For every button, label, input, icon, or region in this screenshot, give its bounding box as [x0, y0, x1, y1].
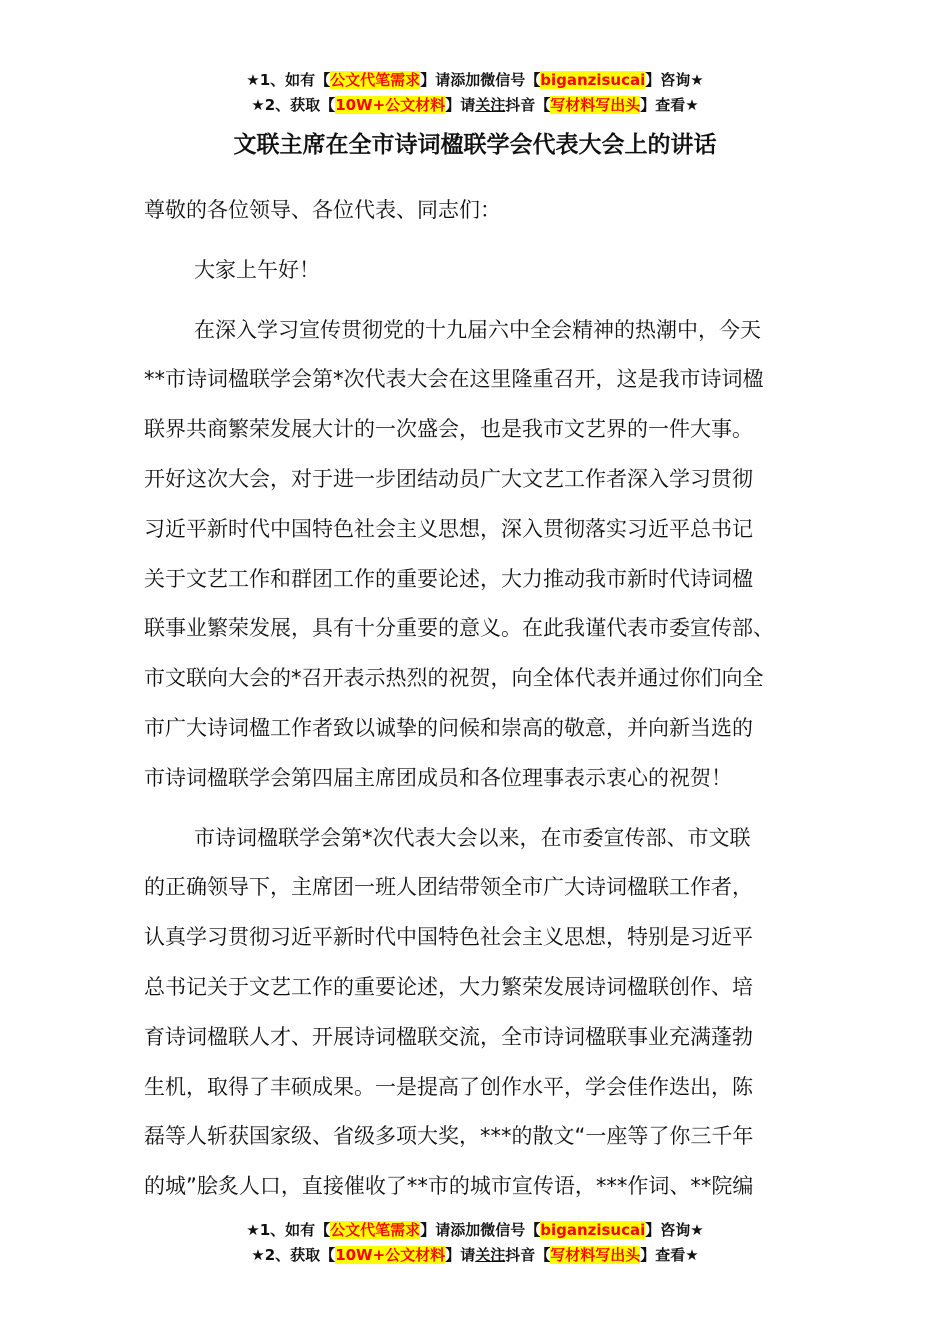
banner-text: ★1、如有【 — [246, 71, 331, 89]
banner-text: 】请添加微信号【 — [420, 1221, 541, 1239]
banner-text: 】咨询★ — [645, 71, 704, 89]
banner-line-2 — [0, 93, 950, 118]
banner-text: 抖音【 — [505, 96, 551, 114]
paragraph-line: 市诗词楹联学会第*次代表大会以来，在市委宣传部、市文联 — [194, 825, 751, 850]
banner-text: 抖音【 — [505, 1246, 551, 1264]
paragraph-line: 的城”脍炙人口，直接催收了**市的城市宣传语，***作词、**院编 — [144, 1174, 754, 1199]
banner-text: ★1、如有【 — [246, 1221, 331, 1239]
banner-highlight: 公文代笔需求 — [330, 71, 421, 89]
paragraph-line: 磊等人斩获国家级、省级多项大奖，***的散文“一座等了你三千年 — [144, 1124, 754, 1149]
paragraph-2 — [144, 814, 806, 1212]
banner-line-1 — [0, 68, 950, 93]
banner-underlined: 关注 — [475, 1246, 506, 1264]
banner-highlight: 公文代笔需求 — [330, 1221, 421, 1239]
banner-text: 】请 — [445, 96, 476, 114]
banner-text: 】请 — [445, 1246, 476, 1264]
banner-underlined: 关注 — [475, 96, 506, 114]
banner-text: 】查看★ — [640, 96, 699, 114]
paragraph-line: **市诗词楹联学会第*次代表大会在这里隆重召开，这是我市诗词楹 — [144, 367, 764, 392]
document-body — [144, 186, 806, 1212]
banner-text: ★2、获取【 — [251, 96, 336, 114]
paragraph-line: 关于文艺工作和群团工作的重要论述，大力推动我市新时代诗词楹 — [144, 566, 753, 591]
paragraph-line: 联事业繁荣发展，具有十分重要的意义。在此我谨代表市委宣传部、 — [144, 616, 774, 641]
paragraph-line: 的正确领导下，主席团一班人团结带领全市广大诗词楹联工作者， — [144, 875, 753, 900]
paragraph-line: 生机，取得了丰硕成果。一是提高了创作水平，学会佳作迭出，陈 — [144, 1074, 753, 1099]
paragraph-line: 认真学习贯彻习近平新时代中国特色社会主义思想，特别是习近平 — [144, 925, 753, 950]
paragraph-line: 联界共商繁荣发展大计的一次盛会，也是我市文艺界的一件大事。 — [144, 417, 753, 442]
paragraph-line: 育诗词楹联人才、开展诗词楹联交流，全市诗词楹联事业充满蓬勃 — [144, 1024, 753, 1049]
header-banner — [0, 68, 950, 118]
banner-text: 】查看★ — [640, 1246, 699, 1264]
paragraph-line: 市诗词楹联学会第四届主席团成员和各位理事表示衷心的祝贺！ — [144, 765, 732, 790]
paragraph-line: 市文联向大会的*召开表示热烈的祝贺，向全体代表并通过你们向全 — [144, 666, 764, 691]
footer-banner — [0, 1218, 950, 1268]
banner-highlight-douyin: 写材料写出头 — [550, 1246, 641, 1264]
greeting: 大家上午好！ — [194, 257, 320, 282]
banner-highlight-douyin: 写材料写出头 — [550, 96, 641, 114]
paragraph-line: 市广大诗词楹工作者致以诚挚的问候和崇高的敬意，并向新当选的 — [144, 715, 753, 740]
document-title: 文联主席在全市诗词楹联学会代表大会上的讲话 — [233, 132, 717, 158]
banner-highlight-wechat: biganzisucai — [540, 1221, 646, 1239]
salutation: 尊敬的各位领导、各位代表、同志们： — [144, 198, 501, 222]
paragraph-line: 习近平新时代中国特色社会主义思想，深入贯彻落实习近平总书记 — [144, 516, 753, 541]
banner-highlight-wechat: biganzisucai — [540, 71, 646, 89]
banner-line-1 — [0, 1218, 950, 1243]
banner-text: ★2、获取【 — [251, 1246, 336, 1264]
paragraph-line: 总书记关于文艺工作的重要论述，大力繁荣发展诗词楹联创作、培 — [144, 974, 753, 999]
paragraph-line: 在深入学习宣传贯彻党的十九届六中全会精神的热潮中，今天 — [194, 317, 761, 342]
banner-line-2 — [0, 1243, 950, 1268]
paragraph-line: 开好这次大会，对于进一步团结动员广大文艺工作者深入学习贯彻 — [144, 466, 753, 491]
banner-highlight: 10W+公文材料 — [335, 96, 446, 114]
banner-text: 】请添加微信号【 — [420, 71, 541, 89]
banner-text: 】咨询★ — [645, 1221, 704, 1239]
paragraph-1 — [144, 306, 806, 804]
banner-highlight: 10W+公文材料 — [335, 1246, 446, 1264]
